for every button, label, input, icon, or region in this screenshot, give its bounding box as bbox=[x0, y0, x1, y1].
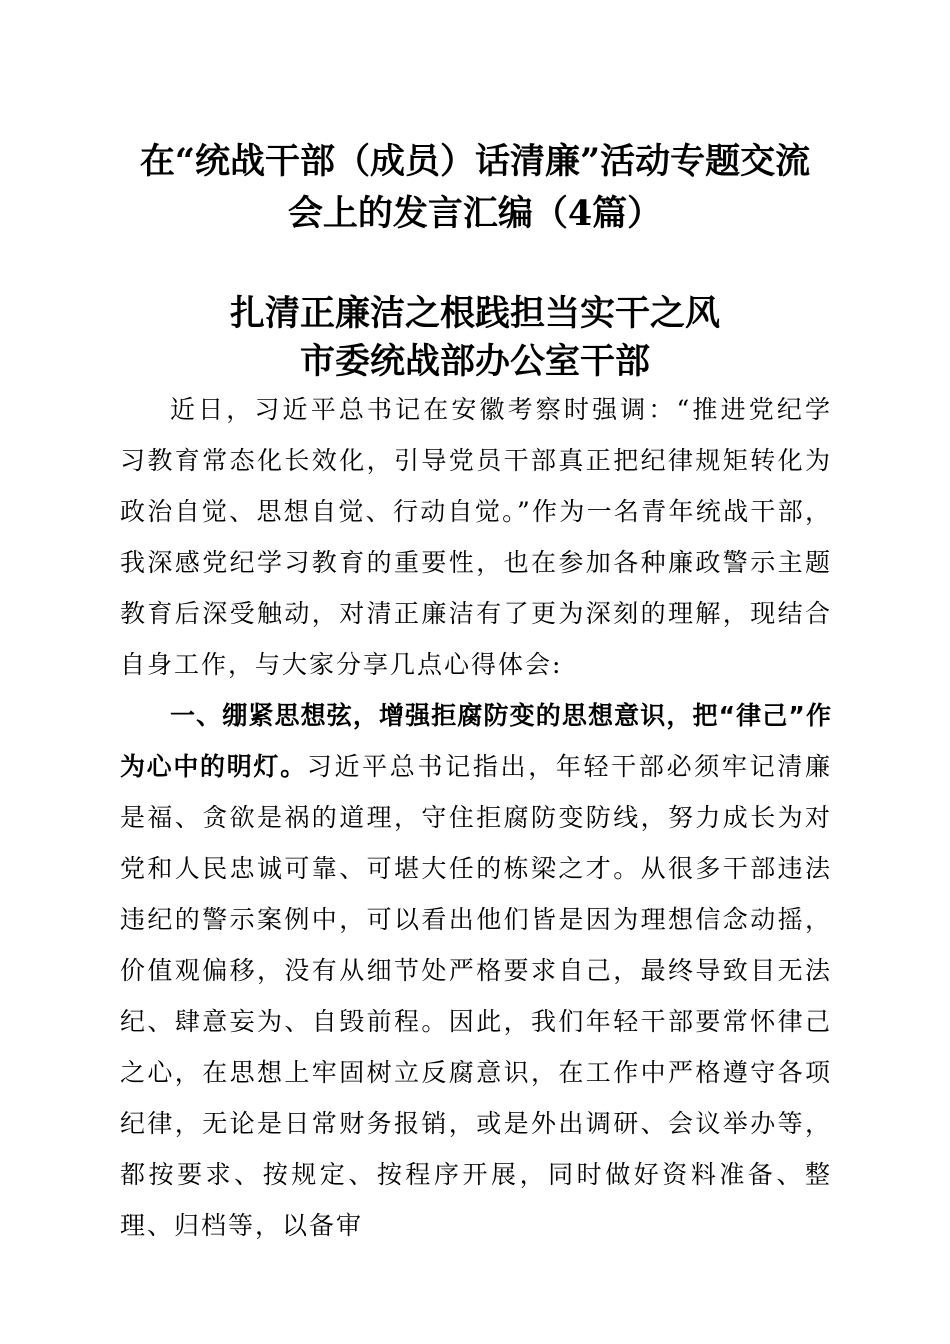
document-title-line-1: 在“统战干部（成员）话清廉”活动专题交流 bbox=[139, 141, 811, 182]
article-author: 市委统战部办公室干部 bbox=[299, 341, 650, 382]
document-title-line-2: 会上的发言汇编（4篇） bbox=[287, 193, 663, 234]
paragraph-intro: 近日，习近平总书记在安徽考察时强调：“推进党纪学习教育常态化长效化，引导党员干部真正把纪律规矩转化为政治自觉、思想自觉、行动自觉。”作为一名青年统战干部，我深感党纪学习教育的重要性，也在参加各种廉政警示主题教育后深受触动，对清正廉洁有了更为深刻的理解，现结合自身工作，与大家分享几点心得体会: bbox=[120, 395, 832, 679]
article-body bbox=[120, 384, 832, 1251]
paragraph-section-1 bbox=[120, 690, 832, 1251]
section-1-heading: 一、绷紧思想弦，增强拒腐防变的思想意识，把“律己”作为心中的明灯。 bbox=[120, 701, 832, 781]
article-title: 扎清正廉洁之根践担当实干之风 bbox=[229, 293, 720, 334]
section-1-body: 习近平总书记指出，年轻干部必须牢记清廉是福、贪欲是祸的道理，守住拒腐防变防线，努力成长为对党和人民忠诚可靠、可堪大任的栋梁之才。从很多干部违法违纪的警示案例中，可以看出他们皆是因为理想信念动摇，价值观偏移，没有从细节处严格要求自己，最终导致目无法纪、肆意妄为、自毁前程。因此，我们年轻干部要常怀律己之心，在思想上牢固树立反腐意识，在工作中严格遵守各项纪律，无论是日常财务报销，或是外出调研、会议举办等，都按要求、按规定、按程序开展，同时做好资料准备、整理、归档等，以备审 bbox=[120, 752, 832, 1240]
